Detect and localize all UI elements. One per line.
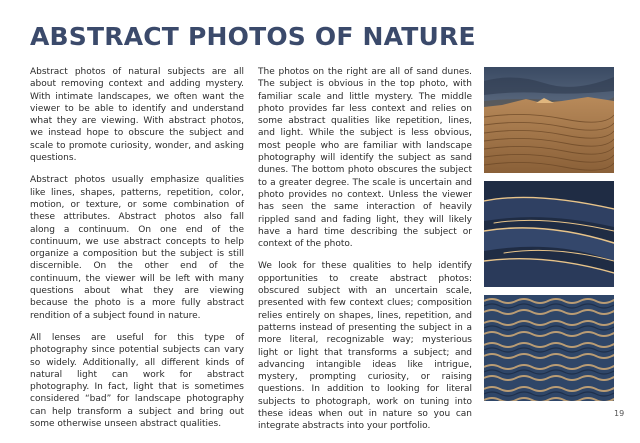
- text-column-middle: [258, 66, 472, 443]
- paragraph: We look for these qualities to help identify opportunities to create abstract photos: obscured subject with an uncertain scale, presented with few context clues; composition relies entirely on shapes, lines, repetition, and patterns instead of presenting the subject in a more literal, recognizable way; mysterious light or light that transforms a subject; and advancing intangible ideas like intrigue, mystery, prompting curiosity, or raising questions. In addition to looking for literal subjects to photograph, work on tuning into these ideas when out in nature so you can integrate abstracts into your portfolio.: [258, 261, 472, 432]
- page-number: 19: [614, 409, 625, 418]
- sand-dunes-landscape-photo: [484, 67, 614, 173]
- paragraph: Abstract photos of natural subjects are all about removing context and adding mystery. With intimate landscapes, we often want the viewer to be able to identify and understand what they are viewing. With abstract photos, we instead hope to obscure the subject and scale to promote curiosity, wonder, and asking questions.: [30, 67, 244, 164]
- page-title: ABSTRACT PHOTOS OF NATURE: [30, 22, 476, 51]
- text-column-left: [30, 66, 244, 440]
- paragraph: The photos on the right are all of sand dunes. The subject is obvious in the top photo, with familiar scale and little mystery. The middle photo provides far less context and relies on some abstract qualities like repetition, lines, and light. While the subject is less obvious, most people who are familiar with landscape photography will identify the subject as sand dunes. The bottom photo obscures the subject to a greater degree. The scale is uncertain and photo provides no context. Unless the viewer has seen the same interaction of heavily rippled sand and fading light, they will likely have a hard time describing the subject or context of the photo.: [258, 67, 472, 250]
- rippled-sand-pattern-photo: [484, 295, 614, 401]
- paragraph: All lenses are useful for this type of photography since potential subjects can vary so widely. Additionally, all different kinds of natural light can work for abstract photography. In fact, light that is sometimes considered “bad” for landscape photography can help transform a subject and bring out some otherwise unseen abstract qualities.: [30, 332, 244, 430]
- paragraph: Abstract photos usually emphasize qualities like lines, shapes, patterns, repetition, color, motion, or texture, or some combination of these attributes. Abstract photos also fall along a continuum. On one end of the continuum, we use abstract concepts to help organize a composition but the subject is still discernible. On the other end of the continuum, the viewer will be left with many questions about what they are viewing because the photo is a more fully abstract rendition of a subject found in nature.: [30, 175, 244, 321]
- sand-dune-lines-photo: [484, 181, 614, 287]
